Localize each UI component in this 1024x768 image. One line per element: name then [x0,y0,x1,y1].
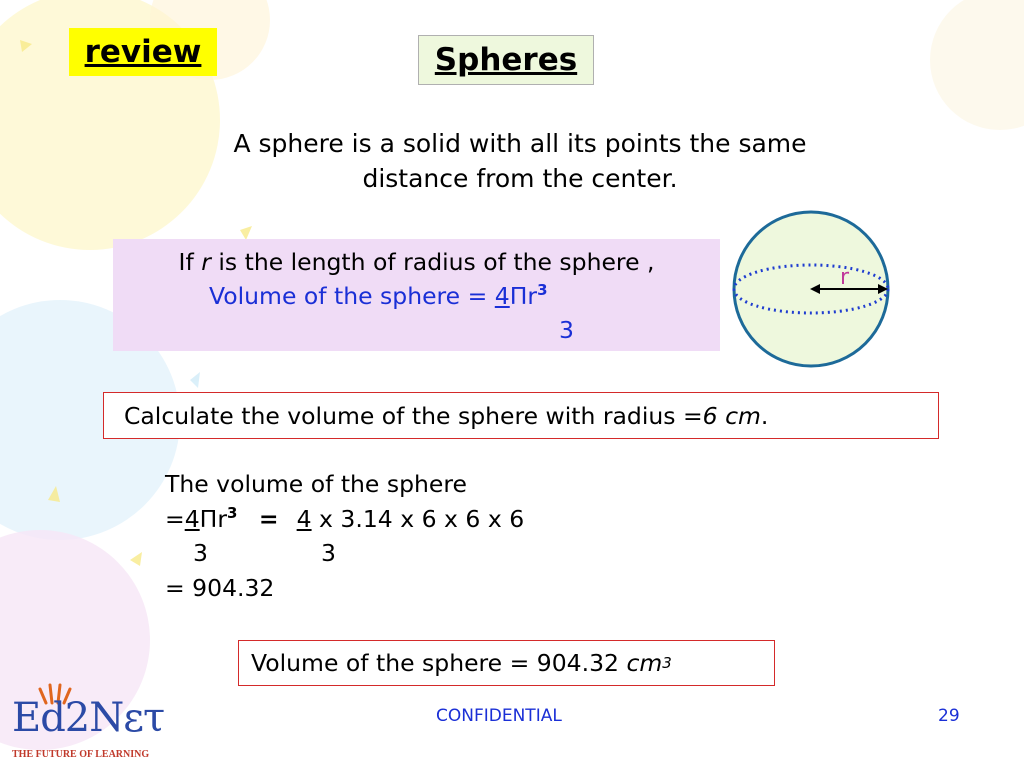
radius-label: r [840,265,850,290]
formula-pi-r: Πr [509,281,538,310]
formula-line-2 [209,281,548,310]
review-label: review [69,28,217,76]
solution-exponent: 3 [227,504,238,522]
solution-bold-equals: = [258,504,279,533]
answer-unit-exponent: 3 [662,654,672,672]
solution-denominator-2: 3 [321,539,336,567]
solution-equals: = [165,504,185,533]
solution-numerator: 4 [184,504,200,533]
formula-exponent: 3 [537,281,548,299]
question-text: Calculate the volume of the sphere with radius = [124,401,703,430]
solution-denominator-1: 3 [193,539,208,567]
question-box [103,392,939,439]
definition-line-1: A sphere is a solid with all its points the same [233,129,807,158]
formula-numerator: 4 [494,281,510,310]
solution-expression: x 3.14 x 6 x 6 x 6 [311,504,525,533]
formula-line-1 [113,248,720,276]
footer-confidential: CONFIDENTIAL [436,706,562,726]
ed2net-logo [8,683,178,765]
logo-wordmark: Ed2Nετ [12,695,165,741]
solution-numerator-2: 4 [296,504,312,533]
formula-description: is the length of radius of the sphere , [210,248,655,276]
page-title: Spheres [418,35,594,85]
page-number: 29 [938,706,960,726]
formula-if: If [178,248,202,276]
answer-text: Volume of the sphere = 904.32 [251,649,627,677]
answer-box [238,640,775,686]
question-period: . [760,401,769,430]
formula-label: Volume of the sphere = [209,281,495,310]
formula-box [113,239,720,351]
solution-result: = 904.32 [165,574,275,602]
formula-variable: r [201,248,211,276]
solution-pi-r: Πr [199,504,227,533]
sphere-diagram [726,206,898,372]
solution-line-2 [165,504,524,533]
answer-unit: cm [626,649,663,677]
solution-line-1: The volume of the sphere [165,470,467,498]
logo-tagline: THE FUTURE OF LEARNING [12,749,150,760]
definition-line-2: distance from the center. [362,164,678,193]
sphere-definition [170,126,870,196]
question-radius: 6 cm [702,401,761,430]
formula-denominator: 3 [559,316,574,344]
